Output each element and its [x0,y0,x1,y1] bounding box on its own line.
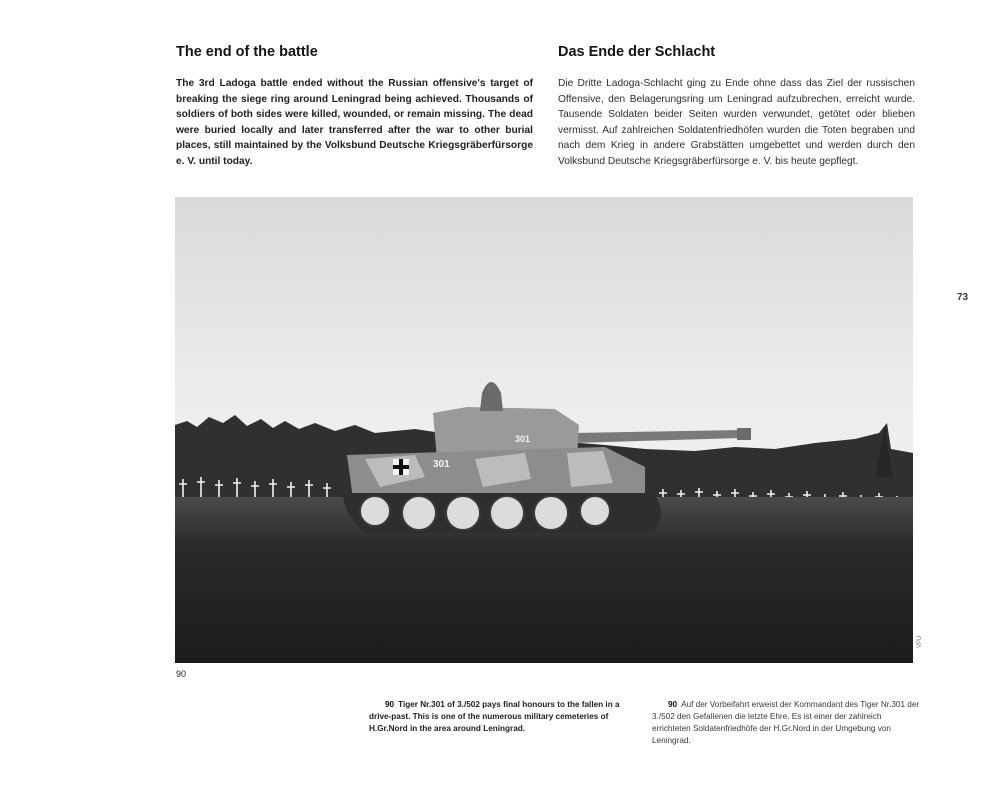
page-number: 73 [957,292,969,303]
body-text-english: The 3rd Ladoga battle ended without the Russian offensive's target of breaking the siege ring around Leningrad being achieved. Thousands of soldiers of both sides were killed, wounded, or remain missing. The dead were buried locally and later transferred after the war to other burial places, still maintained by the Volksbund Deutsche Kriegsgräberfürsorge e. V. until today. [176,78,533,167]
section-title-english: The end of the battle [176,44,318,60]
tank-balkenkreuz [393,459,409,475]
caption-number-german: 90 [668,700,678,709]
photo-credit: VPU [917,635,923,648]
caption-german [652,699,920,747]
tank-hull-number: 301 [433,459,450,470]
caption-english [369,699,631,735]
tiger-tank-photo [175,197,913,663]
caption-text-english: Tiger Nr.301 of 3./502 pays final honours to the fallen in a drive-past. This is one of the numerous military cemeteries of H.Gr.Nord in the area around Leningrad. [369,700,620,733]
figure-number: 90 [176,669,187,679]
body-text-german: Die Dritte Ladoga-Schlacht ging zu Ende ohne dass das Ziel der russischen Offensive, den Belagerungsring um Leningrad aufzubrechen, erreicht wurde. Tausende Soldaten beider Seiten wurden verwundet, getötet oder blieben vermisst. Auf zahlreichen Soldatenfriedhöfen wurden die Toten begraben und nach dem Krieg in andere Grabstätten umgebettet und werden durch den Volksbund Deutsche Kriegsgräberfürsorge e. V. bis heute gepflegt. [558,78,915,167]
caption-number-english: 90 [385,700,395,709]
tank-muzzle-brake [737,428,751,440]
section-title-german: Das Ende der Schlacht [558,44,716,60]
caption-text-german: Auf der Vorbeifahrt erweist der Kommandant des Tiger Nr.301 der 3./502 den Gefallenen die letzte Ehre. Es ist einer der zahlreich errichteten Soldatenfriedhöfe der H.Gr.Nord in der Umgebung von Leningrad. [652,700,920,745]
tank-turret-number: 301 [515,434,531,444]
